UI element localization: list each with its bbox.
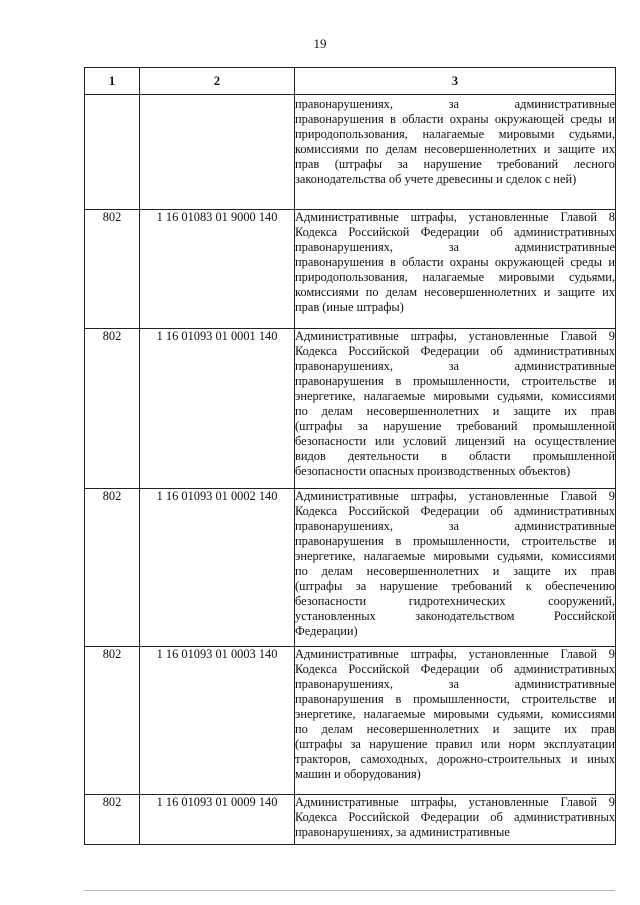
description-line: видов деятельности в области промышленной (295, 449, 615, 463)
description-line: (штрафы за нарушение правил или норм эксплуатации (295, 737, 615, 751)
administrator-code-cell: 802 (85, 329, 140, 489)
description-line: Кодекса Российской Федерации об административных (295, 504, 615, 518)
description-line: (штрафы за нарушение требований промышленной (295, 419, 615, 433)
description-line: правонарушения в области охраны окружающей среды и (295, 112, 615, 126)
administrator-code-cell: 802 (85, 647, 140, 795)
description-cell (295, 647, 616, 795)
description-line: комиссиями по делам несовершеннолетних и защите их (295, 285, 615, 299)
description-line: прав (иные штрафы) (295, 300, 404, 314)
description-line: Административные штрафы, установленные Главой 9 (295, 647, 615, 661)
description-line: правонарушениях, за административные (295, 97, 615, 111)
description-line: (штрафы за нарушение требований к обеспечению (295, 579, 615, 593)
description-line: Административные штрафы, установленные Главой 9 (295, 795, 615, 809)
description-line: безопасности или условий лицензий на осуществление (295, 434, 615, 448)
description-line: природопользования, налагаемые мировыми судьями, (295, 127, 615, 141)
description-line: комиссиями по делам несовершеннолетних и защите их (295, 142, 615, 156)
description-line: Административные штрафы, установленные Главой 9 (295, 329, 615, 343)
table-row (85, 489, 616, 647)
description-cell (295, 210, 616, 329)
description-line: правонарушениях, за административные (295, 240, 615, 254)
description-line: энергетике, налагаемые мировыми судьями, комиссиями (295, 707, 615, 721)
page-bottom-edge (84, 890, 615, 891)
description-line: прав (штрафы за нарушение требований лесного (295, 157, 615, 171)
description-line: законодательства об учете древесины и сделок с ней) (295, 172, 577, 186)
budget-code-cell: 1 16 01093 01 0003 140 (140, 647, 295, 795)
column-header-3: 3 (295, 68, 616, 95)
description-line: правонарушения в области охраны окружающей среды и (295, 255, 615, 269)
column-header-2: 2 (140, 68, 295, 95)
table-row (85, 795, 616, 845)
description-line: правонарушениях, за административные (295, 519, 615, 533)
table-row (85, 210, 616, 329)
column-header-1: 1 (85, 68, 140, 95)
description-line: Административные штрафы, установленные Главой 8 (295, 210, 615, 224)
description-line: машин и оборудования) (295, 767, 421, 781)
administrator-code-cell: 802 (85, 489, 140, 647)
budget-code-cell: 1 16 01083 01 9000 140 (140, 210, 295, 329)
budget-classification-table (84, 67, 616, 845)
description-line: по делам несовершеннолетних и защите их прав (295, 404, 615, 418)
description-line: правонарушения в промышленности, строительстве и (295, 534, 615, 548)
description-line: правонарушения в промышленности, строительстве и (295, 692, 615, 706)
description-line: по делам несовершеннолетних и защите их прав (295, 564, 615, 578)
table-row (85, 329, 616, 489)
description-line: правонарушения в промышленности, строительстве и (295, 374, 615, 388)
table-header-row (85, 68, 616, 95)
description-line: безопасности гидротехнических сооружений, (295, 594, 615, 608)
description-line: Кодекса Российской Федерации об административных (295, 810, 615, 824)
description-cell (295, 95, 616, 210)
description-line: энергетике, налагаемые мировыми судьями, комиссиями (295, 389, 615, 403)
table-row (85, 95, 616, 210)
description-line: тракторов, самоходных, дорожно-строительных и иных (295, 752, 615, 766)
description-line: по делам несовершеннолетних и защите их прав (295, 722, 615, 736)
description-line: энергетике, налагаемые мировыми судьями, комиссиями (295, 549, 615, 563)
description-line: безопасности опасных производственных объектов) (295, 464, 571, 478)
description-line: Кодекса Российской Федерации об административных (295, 662, 615, 676)
page-number: 19 (313, 36, 327, 51)
description-line: правонарушениях, за административные (295, 825, 510, 839)
description-line: правонарушениях, за административные (295, 677, 615, 691)
administrator-code-cell (85, 95, 140, 210)
description-line: природопользования, налагаемые мировыми судьями, (295, 270, 615, 284)
table-body (85, 95, 616, 845)
administrator-code-cell: 802 (85, 210, 140, 329)
description-cell (295, 489, 616, 647)
description-line: правонарушениях, за административные (295, 359, 615, 373)
description-cell (295, 795, 616, 845)
description-line: Административные штрафы, установленные Главой 9 (295, 489, 615, 503)
budget-code-cell: 1 16 01093 01 0001 140 (140, 329, 295, 489)
budget-code-cell: 1 16 01093 01 0002 140 (140, 489, 295, 647)
administrator-code-cell: 802 (85, 795, 140, 845)
budget-code-cell (140, 95, 295, 210)
description-line: установленных законодательством Российской (295, 609, 615, 623)
table-row (85, 647, 616, 795)
description-cell (295, 329, 616, 489)
budget-code-cell: 1 16 01093 01 0009 140 (140, 795, 295, 845)
description-line: Кодекса Российской Федерации об административных (295, 344, 615, 358)
description-line: Федерации) (295, 624, 358, 638)
description-line: Кодекса Российской Федерации об административных (295, 225, 615, 239)
